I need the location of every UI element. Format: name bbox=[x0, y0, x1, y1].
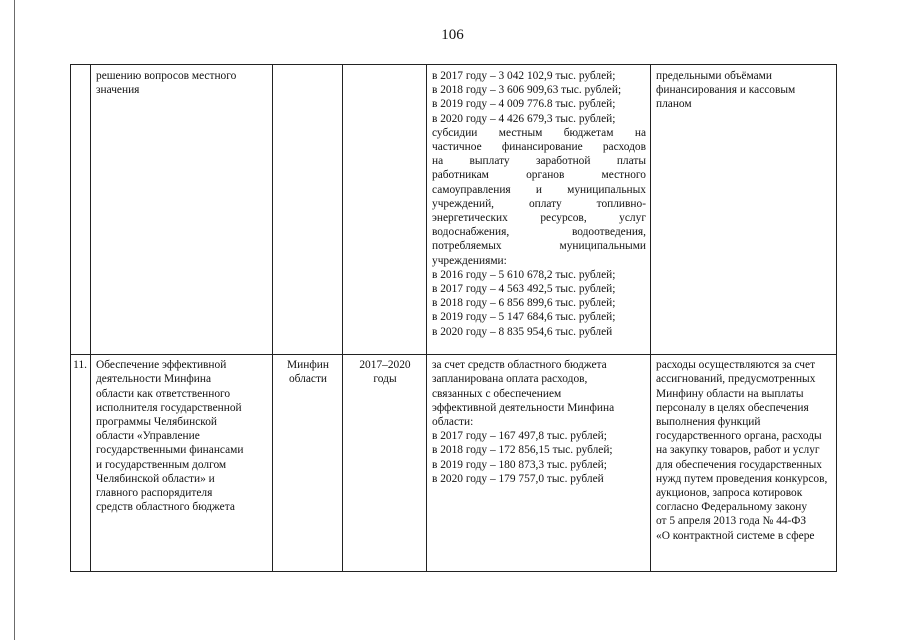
financing-line: в 2020 году – 8 835 954,6 тыс. рублей bbox=[432, 325, 613, 338]
text-line: исполнителя государственной bbox=[96, 401, 242, 414]
text-line: ассигнований, предусмотренных bbox=[656, 373, 816, 386]
financing-line: энергетических ресурсов, услуг bbox=[432, 212, 646, 225]
note-cell bbox=[651, 355, 837, 572]
financing-line: субсидии местным бюджетам на bbox=[432, 126, 646, 139]
text-line: решению вопросов местного bbox=[96, 70, 237, 82]
note-cell bbox=[651, 65, 837, 355]
text-line: главного распорядителя bbox=[96, 486, 213, 499]
text-line: выполнения функций bbox=[656, 415, 761, 428]
text-line: области как ответственного bbox=[96, 387, 231, 400]
financing-line: области: bbox=[432, 415, 474, 428]
financing-line: учреждений, оплату топливно- bbox=[432, 197, 646, 210]
executor-lines bbox=[278, 358, 338, 386]
table-row-11 bbox=[71, 355, 837, 572]
text-line: и государственным долгом bbox=[96, 458, 227, 471]
event-name-lines bbox=[96, 358, 268, 514]
financing-cell bbox=[427, 65, 651, 355]
period-cell bbox=[343, 355, 427, 572]
financing-line: самоуправления и муниципальных bbox=[432, 183, 646, 196]
page-number: 106 bbox=[441, 27, 464, 43]
event-name-lines bbox=[96, 69, 268, 97]
financing-line: в 2017 году – 4 563 492,5 тыс. рублей; bbox=[432, 283, 616, 296]
text-line: согласно Федеральному закону bbox=[656, 501, 808, 514]
financing-line: в 2020 году – 4 426 679,3 тыс. рублей; bbox=[432, 112, 616, 125]
text-line: на закупку товаров, работ и услуг bbox=[656, 444, 820, 457]
financing-line: в 2018 году – 3 606 909,63 тыс. рублей; bbox=[432, 84, 622, 97]
text-line: годы bbox=[373, 373, 397, 386]
note-lines bbox=[656, 69, 832, 112]
financing-line: связанных с обеспечением bbox=[432, 387, 562, 400]
row-number-cell bbox=[71, 65, 91, 355]
financing-line: в 2018 году – 6 856 899,6 тыс. рублей; bbox=[432, 297, 616, 310]
financing-line: учреждениями: bbox=[432, 254, 507, 267]
financing-line: водоснабжения, водоотведения, bbox=[432, 226, 646, 239]
text-line: «О контрактной системе в сфере bbox=[656, 529, 815, 542]
text-line: Челябинской области» и bbox=[96, 472, 215, 485]
financing-line: частичное финансирование расходов bbox=[432, 141, 646, 154]
text-line: планом bbox=[656, 98, 692, 111]
text-line: государственного органа, расходы bbox=[656, 430, 822, 443]
financing-line: в 2019 году – 5 147 684,6 тыс. рублей; bbox=[432, 311, 616, 324]
text-line: нужд путем проведения конкурсов, bbox=[656, 472, 828, 485]
financing-lines bbox=[432, 69, 646, 339]
executor-cell bbox=[273, 355, 343, 572]
financing-cell bbox=[427, 355, 651, 572]
row-number-cell: 11. bbox=[71, 355, 91, 572]
financing-line: в 2020 году – 179 757,0 тыс. рублей bbox=[432, 472, 604, 485]
period-cell bbox=[343, 65, 427, 355]
financing-line: в 2019 году – 180 873,3 тыс. рублей; bbox=[432, 458, 607, 471]
text-line: расходы осуществляются за счет bbox=[656, 359, 816, 372]
text-line: области bbox=[288, 373, 328, 386]
program-events-table bbox=[70, 64, 837, 572]
table-row-continued bbox=[71, 65, 837, 355]
financing-line: в 2017 году – 167 497,8 тыс. рублей; bbox=[432, 430, 607, 443]
financing-lines bbox=[432, 358, 646, 486]
text-line: области «Управление bbox=[96, 430, 200, 443]
text-line: деятельности Минфина bbox=[96, 373, 212, 386]
text-line: Минфин bbox=[287, 359, 329, 372]
text-line: предельными объёмами bbox=[656, 70, 772, 82]
text-line: для обеспечения государственных bbox=[656, 458, 822, 471]
text-line: 2017–2020 bbox=[359, 359, 411, 372]
text-line: персоналу в целях обеспечения bbox=[656, 401, 809, 414]
event-name-cell bbox=[91, 65, 273, 355]
text-line: аукционов, запроса котировок bbox=[656, 486, 803, 499]
text-line: средств областного бюджета bbox=[96, 501, 235, 514]
financing-line: запланирована оплата расходов, bbox=[432, 373, 588, 386]
executor-cell bbox=[273, 65, 343, 355]
text-line: Обеспечение эффективной bbox=[96, 359, 227, 372]
event-name-cell bbox=[91, 355, 273, 572]
financing-line: за счет средств областного бюджета bbox=[432, 359, 607, 372]
financing-line: в 2017 году – 3 042 102,9 тыс. рублей; bbox=[432, 70, 616, 82]
text-line: государственными финансами bbox=[96, 444, 244, 457]
financing-line: работникам органов местного bbox=[432, 169, 646, 182]
text-line: Минфину области на выплаты bbox=[656, 387, 804, 400]
financing-line: в 2018 году – 172 856,15 тыс. рублей; bbox=[432, 444, 613, 457]
financing-line: на выплату заработной платы bbox=[432, 155, 646, 168]
text-line: финансирования и кассовым bbox=[656, 84, 796, 97]
page-edge-line bbox=[14, 0, 15, 640]
text-line: от 5 апреля 2013 года № 44-ФЗ bbox=[656, 515, 807, 528]
text-line: значения bbox=[96, 84, 140, 97]
financing-line: в 2019 году – 4 009 776.8 тыс. рублей; bbox=[432, 98, 616, 111]
text-line: программы Челябинской bbox=[96, 415, 217, 428]
financing-line: потребляемых муниципальными bbox=[432, 240, 646, 253]
period-lines bbox=[348, 358, 422, 386]
financing-line: эффективной деятельности Минфина bbox=[432, 401, 615, 414]
note-lines bbox=[656, 358, 832, 543]
financing-line: в 2016 году – 5 610 678,2 тыс. рублей; bbox=[432, 268, 616, 281]
